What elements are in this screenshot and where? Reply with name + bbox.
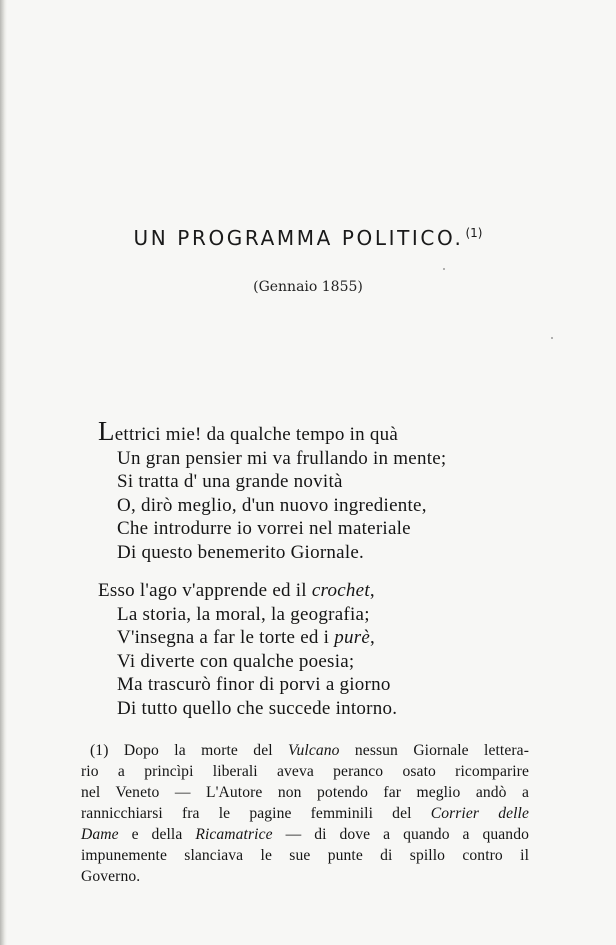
poem-line: Che introdurre io vorrei nel materiale <box>117 518 411 539</box>
stanza-2 <box>98 579 578 720</box>
poem-line-text: ettrici mie! da qualche tempo in quà <box>114 424 399 445</box>
italic-title: Ricamatrice <box>195 826 273 843</box>
italic-title: Vulcano <box>288 742 340 759</box>
stanza-1 <box>98 416 578 564</box>
poem-line: Vi diverte con qualche poesia; <box>117 650 355 672</box>
poem-line-text: Esso l'ago v'apprende ed il <box>98 580 312 601</box>
initial-letter: L <box>98 416 115 446</box>
footnote-line: rio a princìpi liberali aveva peranco osato ricomparire <box>81 763 529 780</box>
footnote-text: — di dove a quando a quando <box>272 826 529 843</box>
poem-line <box>98 416 578 447</box>
speck <box>443 268 445 270</box>
italic-word: purè <box>334 627 371 648</box>
footnote-text: rannicchiarsi fra le pagine femminili del <box>81 805 431 822</box>
page-edge <box>0 0 7 945</box>
footnote-text: e della <box>118 826 196 843</box>
footnote-line <box>81 740 529 761</box>
poem-line: O, dirò meglio, d'un nuovo ingrediente, <box>117 494 427 516</box>
italic-title: Dame <box>81 826 119 843</box>
italic-word: crochet <box>311 580 370 601</box>
poem-line <box>98 626 578 650</box>
poem-line-text: V'insegna a far le torte ed i <box>117 627 335 648</box>
footnote-line: impunemente slanciava le sue punte di spillo contro il <box>81 847 529 864</box>
poem-line: Ma trascurò finor di porvi a giorno <box>117 674 391 695</box>
title-footnote-ref: (1) <box>465 226 483 240</box>
page-title <box>0 226 616 250</box>
footnote-line: Governo. <box>81 868 141 885</box>
poem-line: Un gran pensier mi va frullando in mente; <box>117 447 447 469</box>
title-text: UN PROGRAMMA POLITICO. <box>133 226 464 250</box>
poem-date: (Gennaio 1855) <box>253 279 363 295</box>
punctuation: , <box>369 580 375 601</box>
footnote <box>81 740 529 887</box>
speck <box>551 337 553 339</box>
poem-line: La storia, la moral, la geografia; <box>117 603 370 625</box>
poem-line <box>98 579 578 603</box>
poem-line: Di tutto quello che succede intorno. <box>117 697 398 719</box>
footnote-text: (1) Dopo la morte del <box>90 742 289 759</box>
footnote-text: nessun Giornale lettera- <box>339 742 529 759</box>
footnote-line <box>81 803 529 824</box>
poem-line: Si tratta d' una grande novità <box>117 471 343 492</box>
italic-title: Corrier delle <box>430 805 529 822</box>
punctuation: , <box>370 627 376 648</box>
footnote-line <box>81 824 529 845</box>
poem-line: Di questo benemerito Giornale. <box>117 541 365 563</box>
footnote-line: nel Veneto — L'Autore non potendo far meglio andò a <box>81 784 529 801</box>
